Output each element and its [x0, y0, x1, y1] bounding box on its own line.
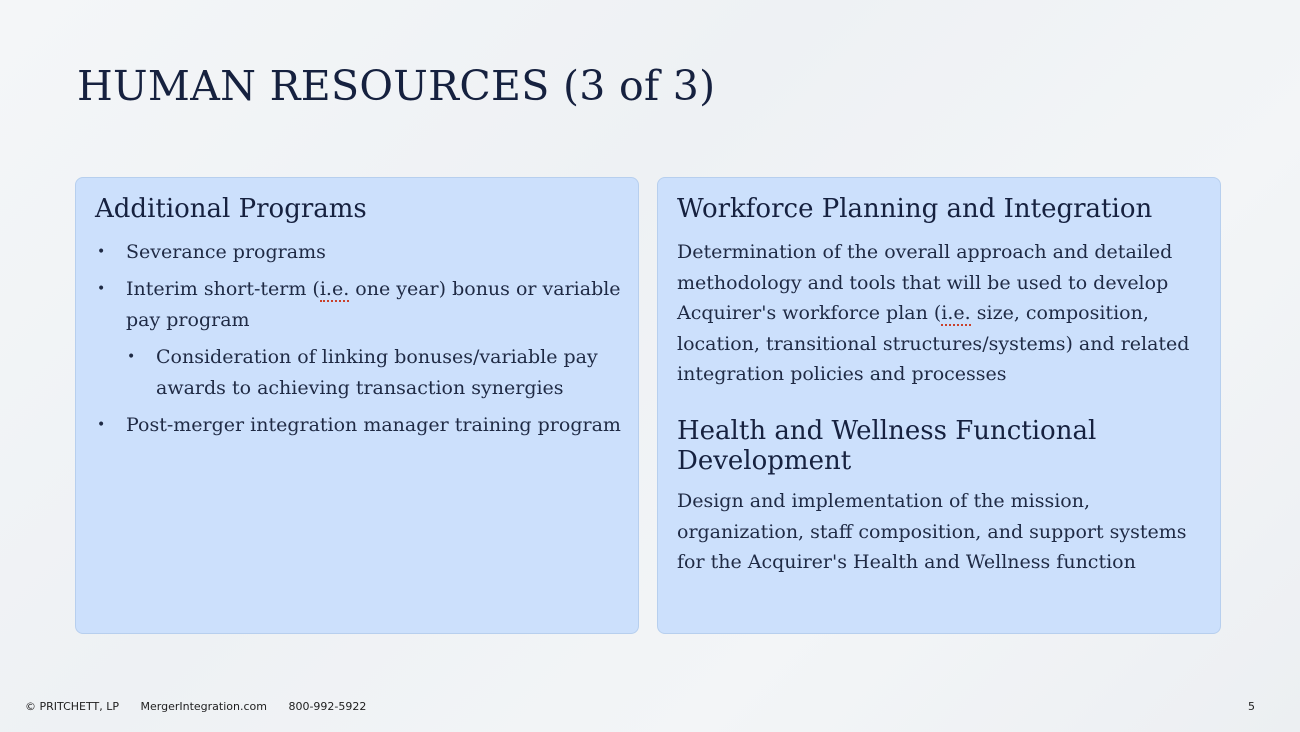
additional-programs-list-wrapper — [95, 237, 625, 447]
list-item — [95, 274, 625, 336]
ie-abbreviation: i.e. — [941, 302, 971, 324]
list-item — [95, 342, 625, 404]
list-item — [95, 237, 625, 268]
bullet-icon: • — [127, 349, 136, 365]
footer — [25, 700, 384, 713]
bullet-icon: • — [97, 244, 106, 260]
footer-copyright: © PRITCHETT, LP — [25, 700, 119, 713]
health-wellness-body: Design and implementation of the mission, organization, staff composition, and support systems for the Acquirer's Health and Wellness function — [677, 490, 1187, 573]
workforce-health-panel — [657, 177, 1221, 634]
health-wellness-heading: Health and Wellness Functional Development — [677, 416, 1097, 476]
additional-programs-heading: Additional Programs — [95, 194, 367, 224]
page-number: 5 — [1248, 700, 1255, 713]
workforce-planning-body — [677, 237, 1197, 390]
list-item-text-end: one year) bonus or variable pay program — [126, 278, 621, 331]
bullet-icon: • — [97, 417, 106, 433]
workforce-planning-text-start: Determination of the overall approach and detailed methodology and tools that will be used to develop Acquirer's workforce plan ( — [677, 241, 1173, 324]
footer-phone: 800-992-5922 — [288, 700, 367, 713]
slide-title: HUMAN RESOURCES (3 of 3) — [77, 62, 716, 110]
list-item-text-start: Interim short-term ( — [126, 278, 320, 300]
bullet-icon: • — [97, 281, 106, 297]
list-item-text: Severance programs — [126, 241, 326, 263]
additional-programs-list — [95, 237, 625, 441]
workforce-planning-text-end: size, composition, location, transitional structures/systems) and related integration policies and processes — [677, 302, 1190, 385]
additional-programs-panel — [75, 177, 639, 634]
list-item — [95, 410, 625, 441]
footer-website: MergerIntegration.com — [140, 700, 267, 713]
list-item-text: Post-merger integration manager training program — [126, 414, 621, 436]
ie-abbreviation: i.e. — [319, 278, 350, 300]
list-item-text: Consideration of linking bonuses/variable pay awards to achieving transaction synergies — [156, 346, 598, 399]
workforce-planning-heading: Workforce Planning and Integration — [677, 194, 1153, 224]
